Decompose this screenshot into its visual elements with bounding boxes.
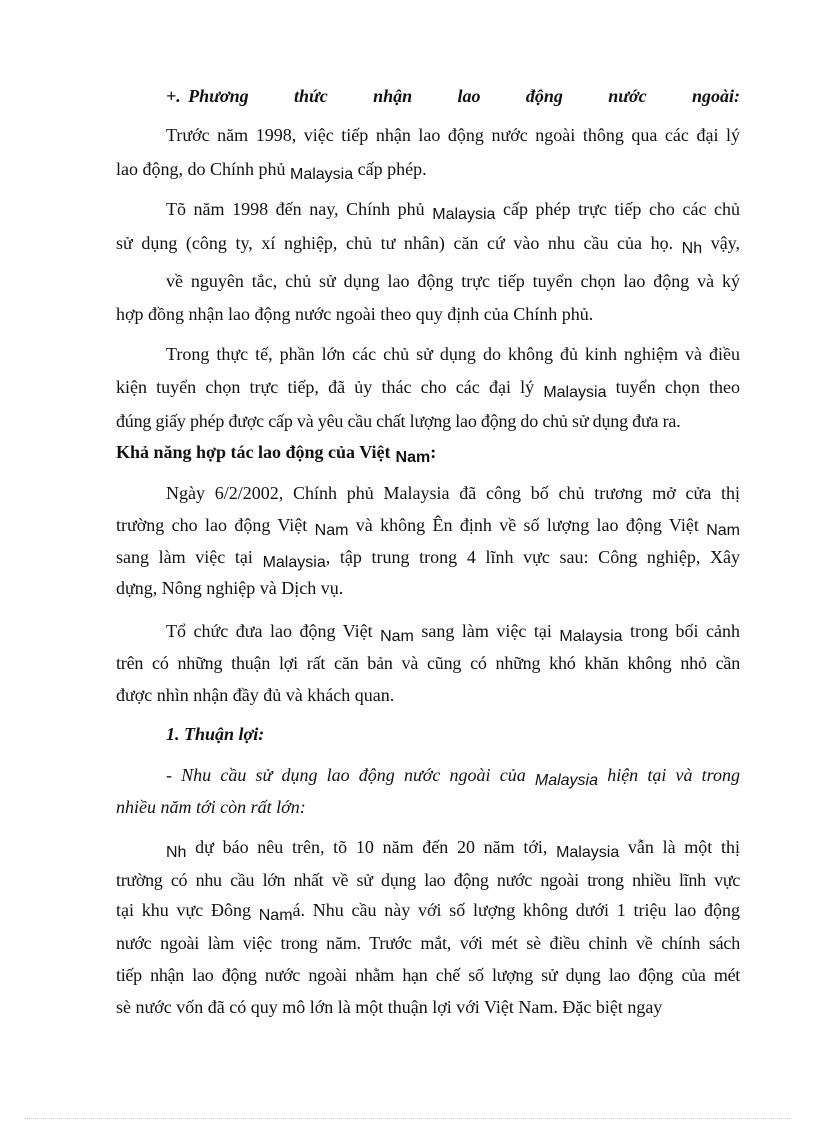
text-run: Ngày 6/2/2002, Chính phủ Malaysia đã công bố chủ trương mở cửa thị bbox=[166, 483, 740, 503]
paragraph-4-line-3 bbox=[116, 546, 740, 570]
text-run: lao động, do Chính phủ bbox=[116, 159, 286, 179]
section-heading-recruitment-method bbox=[166, 85, 740, 107]
paragraph-6-line-1 bbox=[166, 764, 740, 788]
page-bottom-rule bbox=[24, 1118, 792, 1119]
paragraph-7-line-2 bbox=[116, 869, 740, 891]
country-name: Nam bbox=[706, 522, 740, 539]
country-name: Malaysia bbox=[543, 384, 607, 401]
paragraph-5-line-2 bbox=[116, 652, 740, 674]
text-run: á. Nhu cầu này với số lượng không dưới 1 triệu lao động bbox=[292, 900, 740, 920]
text-run: hiện tại và trong bbox=[607, 765, 741, 785]
paragraph-4-line-1 bbox=[166, 482, 740, 504]
text-run: , tập trung trong 4 lĩnh vực sau: Công nghiệp, Xây bbox=[325, 547, 740, 567]
paragraph-3-line-3 bbox=[116, 410, 740, 432]
paragraph-3-line-2 bbox=[116, 376, 740, 400]
text-run: - Nhu cầu sử dụng lao động nước ngoài của bbox=[166, 765, 526, 785]
subsection-heading-advantages bbox=[166, 723, 740, 745]
text-run: sè nước vốn đã có quy mô lớn là một thuận lợi với Việt Nam. Đặc biệt ngay bbox=[116, 997, 663, 1017]
text-run: cấp phép trực tiếp cho các chủ bbox=[502, 199, 741, 219]
country-name: Malaysia bbox=[559, 628, 623, 645]
paragraph-3-line-1 bbox=[166, 343, 740, 365]
text-run: tiếp nhận lao động nước ngoài nhằm hạn chế số lượng sử dụng lao động của mét bbox=[116, 965, 740, 985]
heading-text: 1. Thuận lợi: bbox=[166, 724, 265, 744]
text-run: nước ngoài làm việc trong năm. Trước mắt, với mét sè điều chỉnh về chính sách bbox=[116, 933, 740, 953]
country-name: Nam bbox=[380, 628, 414, 645]
text-run: sang làm việc tại bbox=[421, 621, 552, 641]
country-name: Malaysia bbox=[534, 772, 599, 789]
paragraph-7-line-6 bbox=[116, 996, 740, 1018]
heading-text: Phương thức nhận lao động nước ngoài: bbox=[188, 86, 740, 106]
text-run: dự báo nêu trên, tõ 10 năm đến 20 năm tới, bbox=[195, 837, 548, 857]
country-name: Nam bbox=[395, 449, 431, 466]
text-run: Tõ năm 1998 đến nay, Chính phủ bbox=[166, 199, 425, 219]
text-run: nhiều năm tới còn rất lớn: bbox=[116, 797, 306, 817]
paragraph-7-line-1 bbox=[166, 836, 740, 860]
text-run: Trước năm 1998, việc tiếp nhận lao động nước ngoài thông qua các đại lý bbox=[166, 125, 740, 145]
text-run: trường có nhu cầu lớn nhất về sử dụng lao động nước ngoài trong nhiều lĩnh vực bbox=[116, 870, 740, 890]
text-run: Trong thực tế, phần lớn các chủ sử dụng do không đủ kinh nghiệm và điều bbox=[166, 344, 740, 364]
country-name: Malaysia bbox=[290, 166, 354, 183]
text-run: cấp phép. bbox=[357, 159, 427, 179]
country-name: Malaysia bbox=[556, 844, 620, 861]
text-run: vậy, bbox=[710, 233, 741, 253]
paragraph-2-line-2 bbox=[116, 232, 740, 256]
paragraph-7-line-3 bbox=[116, 899, 740, 923]
country-name: Malaysia bbox=[262, 554, 326, 571]
text-run: vẫn là một thị bbox=[627, 837, 741, 857]
text-run: trên có những thuận lợi rất căn bản và cũng có những khó khăn không nhỏ cần bbox=[116, 653, 740, 673]
paragraph-2-line-4 bbox=[116, 303, 740, 325]
heading-text: Khả năng hợp tác lao động của Việt bbox=[116, 442, 391, 462]
text-run: Tổ chức đưa lao động Việt bbox=[166, 621, 373, 641]
text-run: kiện tuyển chọn trực tiếp, đã ủy thác cho các đại lý bbox=[116, 377, 535, 397]
text-run: trường cho lao động Việt bbox=[116, 515, 308, 535]
text-run: và không Ên định về số lượng lao động Việt bbox=[355, 515, 699, 535]
paragraph-6-line-2 bbox=[116, 796, 740, 818]
text-run: trong bối cảnh bbox=[630, 621, 741, 641]
paragraph-1-line-2 bbox=[116, 158, 740, 182]
paragraph-1-line-1 bbox=[166, 124, 740, 146]
paragraph-4-line-4 bbox=[116, 577, 740, 599]
paragraph-5-line-1 bbox=[166, 620, 740, 644]
section-heading-cooperation bbox=[116, 441, 740, 465]
text-run: về nguyên tắc, chủ sử dụng lao động trực tiếp tuyển chọn lao động và ký bbox=[166, 271, 740, 291]
paragraph-2-line-3 bbox=[166, 270, 740, 292]
text-run: dựng, Nông nghiệp và Dịch vụ. bbox=[116, 578, 344, 598]
country-name: Nam bbox=[314, 522, 349, 539]
text-run: sử dụng (công ty, xí nghiệp, chủ tư nhân) căn cứ vào nhu cầu của họ. bbox=[116, 233, 674, 253]
text-run: sang làm việc tại bbox=[116, 547, 253, 567]
paragraph-7-line-5 bbox=[116, 964, 740, 986]
paragraph-4-line-2 bbox=[116, 514, 740, 538]
heading-colon: : bbox=[430, 442, 437, 462]
country-name: Nam bbox=[258, 907, 293, 924]
text-fragment: Nh bbox=[166, 844, 187, 861]
text-run: hợp đồng nhận lao động nước ngoài theo quy định của Chính phủ. bbox=[116, 304, 594, 324]
text-run: đúng giấy phép được cấp và yêu cầu chất lượng lao động do chủ sử dụng đưa ra. bbox=[116, 411, 681, 431]
paragraph-7-line-4 bbox=[116, 932, 740, 954]
text-run: tuyển chọn theo bbox=[615, 377, 740, 397]
text-run: được nhìn nhận đầy đủ và khách quan. bbox=[116, 685, 395, 705]
text-fragment: Nh bbox=[681, 240, 703, 257]
text-run: tại khu vực Đông bbox=[116, 900, 251, 920]
paragraph-2-line-1 bbox=[166, 198, 740, 222]
heading-bullet: +. bbox=[166, 86, 181, 106]
paragraph-5-line-3 bbox=[116, 684, 740, 706]
country-name: Malaysia bbox=[432, 206, 496, 223]
